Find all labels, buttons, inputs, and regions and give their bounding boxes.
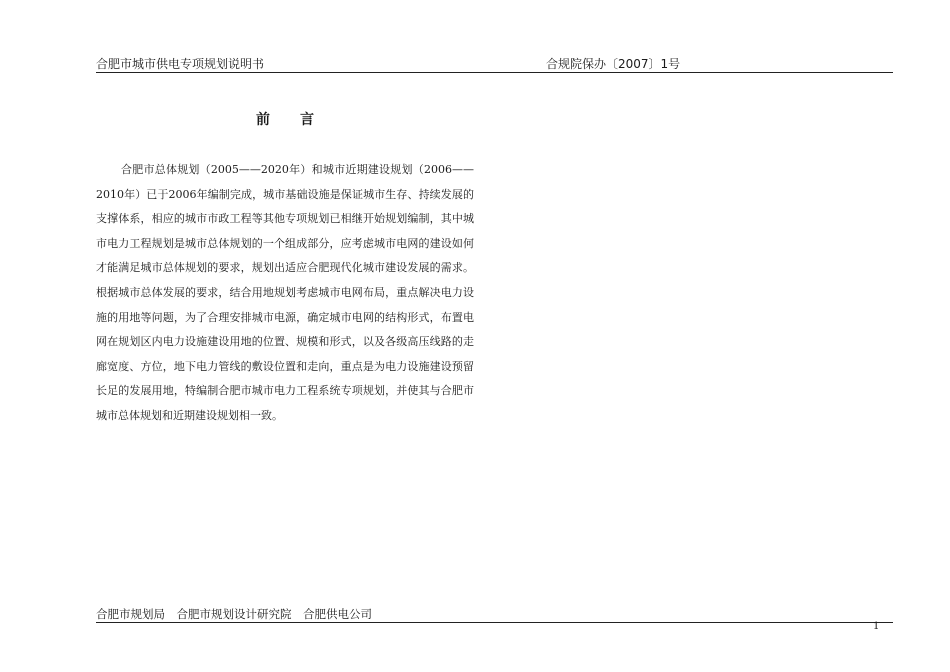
header-divider [96, 72, 893, 73]
footer-divider [96, 622, 893, 623]
header-document-title: 合肥市城市供电专项规划说明书 [96, 57, 265, 71]
footer-organizations: 合肥市规划局 合肥市规划设计研究院 合肥供电公司 [96, 607, 372, 621]
header-document-number: 合规院保办〔2007〕1号 [546, 57, 681, 71]
section-body-paragraph: 合肥市总体规划（2005——2020年）和城市近期建设规划（2006——2010年）已于2006年编制完成，城市基础设施是保证城市生存、持续发展的支撑体系，相应的城市市政工程等其他专项规划已相继开始规划编制，其中城市电力工程规划是城市总体规划的一个组成部分，应考虑城市电网的建设如何才能满足城市总体规划的要求，规划出适应合肥现代化城市建设发展的需求。根据城市总体发展的要求，结合用地规划考虑城市电网布局，重点解决电力设施的用地等问题，为了合理安排城市电源，确定城市电网的结构形式，布置电网在规划区内电力设施建设用地的位置、规模和形式，以及各级高压线路的走廊宽度、方位，地下电力管线的敷设位置和走向，重点是为电力设施建设预留长足的发展用地，特编制合肥市城市电力工程系统专项规划，并使其与合肥市城市总体规划和近期建设规划相一致。 [96, 163, 474, 422]
section-title: 前言 [256, 112, 344, 128]
page-header [96, 56, 893, 73]
page-number: 1 [873, 621, 880, 632]
